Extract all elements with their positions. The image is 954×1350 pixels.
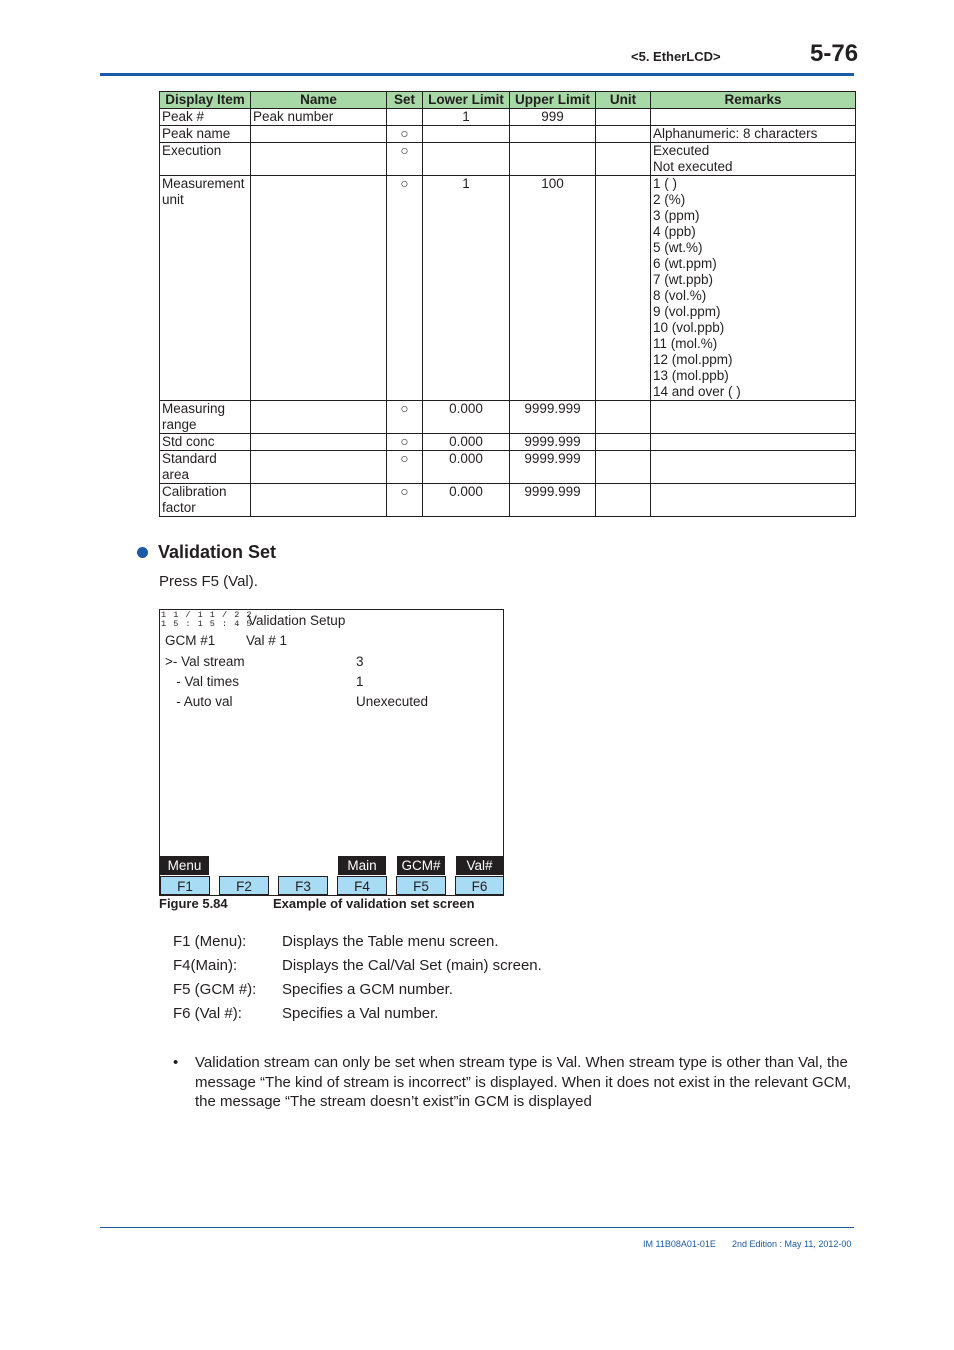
table-cell: ○ — [387, 143, 423, 176]
softkey-menu[interactable]: Menu — [160, 856, 209, 875]
screen-time: 1 5 : 1 5 : 4 5 — [161, 619, 253, 629]
softkey-main[interactable]: Main — [338, 856, 386, 875]
page-number: 5-76 — [810, 40, 859, 67]
parameter-table — [159, 91, 856, 517]
function-key-name: F5 (GCM #): — [173, 981, 257, 998]
column-header: Unit — [596, 92, 651, 109]
val-stream-label[interactable]: >- Val stream — [165, 654, 245, 669]
table-cell — [251, 451, 387, 484]
function-key-desc: Displays the Cal/Val Set (main) screen. — [282, 957, 542, 974]
table-cell — [251, 143, 387, 176]
table-cell — [596, 143, 651, 176]
table-row — [160, 143, 856, 176]
table-cell — [251, 401, 387, 434]
table-cell — [423, 126, 510, 143]
screen-date: 1 1 / 1 1 / 2 2 — [161, 610, 253, 620]
table-cell — [651, 451, 856, 484]
table-row — [160, 434, 856, 451]
table-cell: 1 — [423, 109, 510, 126]
table-cell: Standard area — [160, 451, 251, 484]
section-title-text: Validation Set — [158, 542, 277, 562]
note-text: Validation stream can only be set when stream type is Val. When stream type is other than Val, the message “The kind of stream is incorrect” is displayed. When it does not exist in the relevant GCM, the message “The stream doesn’t exist”in GCM is displayed — [195, 1054, 852, 1110]
bullet-icon — [137, 547, 148, 558]
function-key-name: F4(Main): — [173, 957, 238, 974]
table-cell: ○ — [387, 176, 423, 401]
table-cell: 9999.999 — [510, 484, 596, 517]
column-header: Set — [387, 92, 423, 109]
table-cell: Execution — [160, 143, 251, 176]
table-row — [160, 109, 856, 126]
bullet-icon: • — [173, 1054, 179, 1071]
table-cell: Peak name — [160, 126, 251, 143]
function-key-name: F6 (Val #): — [173, 1005, 242, 1022]
table-cell: Peak number — [251, 109, 387, 126]
footer-document-number: IM 11B08A01-01E — [643, 1239, 716, 1249]
screen-gcm-number: GCM #1 — [165, 633, 216, 648]
header-rule — [100, 73, 854, 76]
val-stream-value: 3 — [356, 654, 364, 669]
function-key-f6[interactable]: F6 — [455, 876, 504, 895]
table-cell: Measurement unit — [160, 176, 251, 401]
screen-datetime — [161, 611, 253, 629]
table-cell: ○ — [387, 484, 423, 517]
screen-val-number: Val # 1 — [246, 633, 288, 648]
table-cell — [596, 109, 651, 126]
footer-rule — [100, 1227, 854, 1228]
table-row — [160, 126, 856, 143]
function-key-list — [173, 930, 542, 1026]
table-cell — [510, 126, 596, 143]
function-key-desc: Displays the Table menu screen. — [282, 933, 499, 950]
table-cell — [510, 143, 596, 176]
table-cell — [596, 484, 651, 517]
table-cell — [423, 143, 510, 176]
note-item — [173, 1053, 855, 1112]
table-cell: 9999.999 — [510, 451, 596, 484]
table-cell — [651, 401, 856, 434]
table-cell: 0.000 — [423, 401, 510, 434]
column-header: Display Item — [160, 92, 251, 109]
auto-val-value: Unexecuted — [356, 694, 429, 709]
table-cell: 0.000 — [423, 484, 510, 517]
table-cell — [596, 126, 651, 143]
function-key-f3[interactable]: F3 — [278, 876, 328, 895]
table-cell: ○ — [387, 401, 423, 434]
table-cell: Peak # — [160, 109, 251, 126]
function-key-desc: Specifies a GCM number. — [282, 981, 453, 998]
table-cell — [387, 109, 423, 126]
table-row — [160, 176, 856, 401]
table-cell: Std conc — [160, 434, 251, 451]
figure-caption: Example of validation set screen — [273, 896, 475, 911]
table-cell — [596, 176, 651, 401]
instruction-text: Press F5 (Val). — [159, 573, 258, 590]
table-cell: 1 ( ) 2 (%) 3 (ppm) 4 (ppb) 5 (wt.%) 6 (wt.ppm) 7 (wt.ppb) 8 (vol.%) 9 (vol.ppm) 10 (vol.ppb) 11 (mol.%) 12 (mol.ppm) 13 (mol.ppb) 14 and over ( ) — [651, 176, 856, 401]
table-cell — [651, 434, 856, 451]
column-header: Lower Limit — [423, 92, 510, 109]
table-cell: 0.000 — [423, 434, 510, 451]
table-cell — [251, 484, 387, 517]
table-cell — [251, 126, 387, 143]
footer-edition: 2nd Edition : May 11, 2012-00 — [732, 1239, 852, 1249]
lcd-screen — [159, 609, 504, 896]
table-cell: Executed Not executed — [651, 143, 856, 176]
function-key-f1[interactable]: F1 — [160, 876, 210, 895]
table-cell — [251, 434, 387, 451]
table-cell — [651, 109, 856, 126]
table-cell — [596, 451, 651, 484]
table-cell: Alphanumeric: 8 characters — [651, 126, 856, 143]
list-item — [173, 930, 542, 954]
column-header: Remarks — [651, 92, 856, 109]
function-key-f2[interactable]: F2 — [219, 876, 269, 895]
table-cell: 9999.999 — [510, 434, 596, 451]
table-cell: ○ — [387, 434, 423, 451]
list-item — [173, 1002, 542, 1026]
screen-title: Validation Setup — [248, 613, 346, 628]
softkey-val[interactable]: Val# — [456, 856, 503, 875]
table-cell: 100 — [510, 176, 596, 401]
list-item — [173, 954, 542, 978]
function-key-f5[interactable]: F5 — [396, 876, 446, 895]
table-cell: 999 — [510, 109, 596, 126]
function-key-desc: Specifies a Val number. — [282, 1005, 439, 1022]
table-cell — [251, 176, 387, 401]
table-row — [160, 484, 856, 517]
table-cell — [651, 484, 856, 517]
table-row — [160, 451, 856, 484]
function-key-name: F1 (Menu): — [173, 933, 247, 950]
list-item — [173, 978, 542, 1002]
table-row — [160, 401, 856, 434]
table-cell — [596, 434, 651, 451]
header-chapter: <5. EtherLCD> — [631, 49, 721, 64]
table-cell: 9999.999 — [510, 401, 596, 434]
column-header: Name — [251, 92, 387, 109]
function-key-f4[interactable]: F4 — [337, 876, 387, 895]
table-cell — [596, 401, 651, 434]
auto-val-label[interactable]: - Auto val — [165, 694, 233, 709]
table-header-row — [160, 92, 856, 109]
table-cell: Measuring range — [160, 401, 251, 434]
figure-number: Figure 5.84 — [159, 896, 228, 911]
section-title — [137, 542, 276, 563]
softkey-gcm[interactable]: GCM# — [397, 856, 445, 875]
table-cell: ○ — [387, 451, 423, 484]
table-cell: 0.000 — [423, 451, 510, 484]
table-cell: 1 — [423, 176, 510, 401]
table-cell: ○ — [387, 126, 423, 143]
column-header: Upper Limit — [510, 92, 596, 109]
table-cell: Calibration factor — [160, 484, 251, 517]
val-times-label[interactable]: - Val times — [165, 674, 240, 689]
val-times-value: 1 — [356, 674, 364, 689]
